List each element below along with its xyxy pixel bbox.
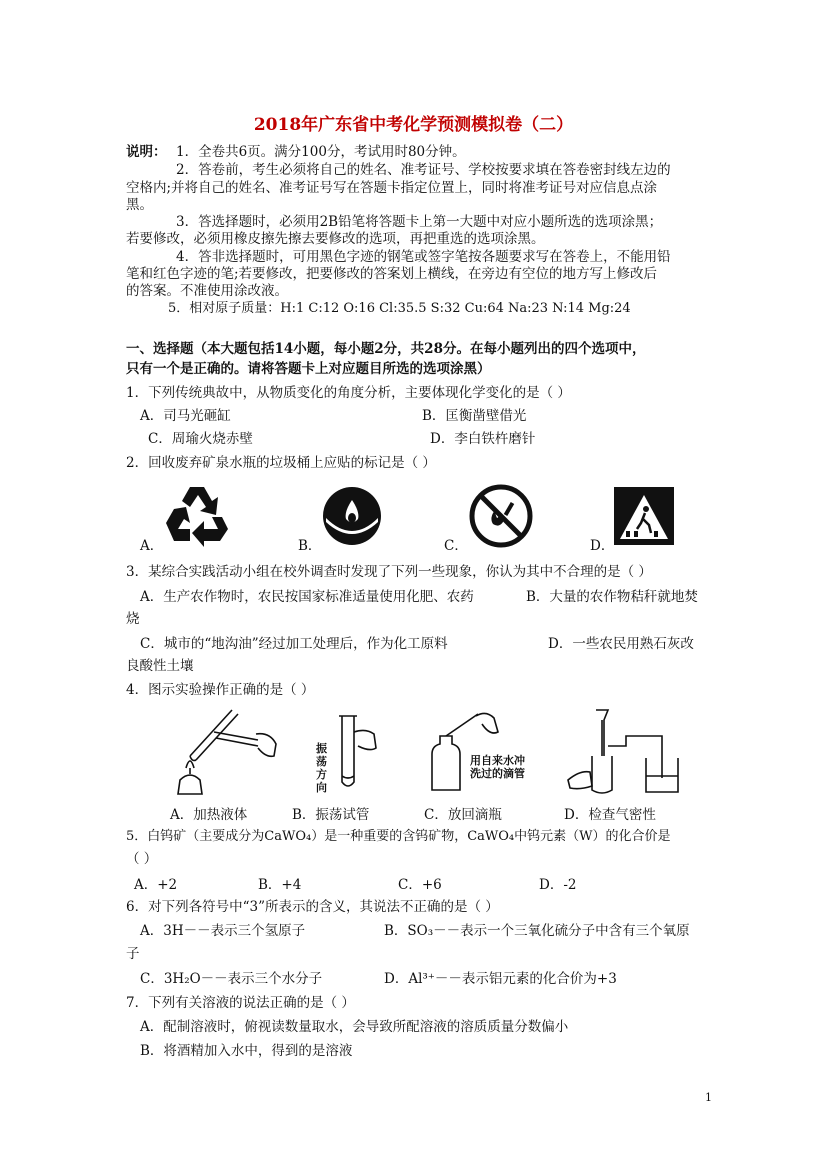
q1-option-c: C．周瑜火烧赤壁 bbox=[148, 431, 253, 447]
instruction-line: 1．全卷共6页。满分100分，考试用时80分钟。 bbox=[176, 144, 466, 160]
q3-option-b-cont: 烧 bbox=[126, 611, 140, 627]
q5-option-b: B．+4 bbox=[258, 877, 302, 893]
question-4-stem: 4．图示实验操作正确的是（ ） bbox=[126, 682, 315, 698]
q3-option-d-cont: 良酸性土壤 bbox=[126, 658, 194, 674]
question-5-stem: 5．白钨矿（主要成分为CaWO₄）是一种重要的含钨矿物，CaWO₄中钨元素（W）的化合价是 bbox=[126, 829, 671, 844]
exam-title: 2018年广东省中考化学预测模拟卷（二） bbox=[253, 115, 574, 135]
recycle-icon bbox=[160, 483, 232, 553]
q1-option-a: A．司马光砸缸 bbox=[140, 408, 231, 424]
q1-option-b: B．匡衡凿壁借光 bbox=[422, 408, 527, 424]
q4-option-b: B．振荡试管 bbox=[292, 807, 370, 823]
q1-option-d: D．李白铁杵磨针 bbox=[430, 431, 536, 447]
section-header: 一、选择题（本大题包括14小题，每小题2分，共28分。在每小题列出的四个选项中， bbox=[126, 341, 646, 357]
instruction-line: 黑。 bbox=[126, 197, 153, 213]
no-fire-icon bbox=[469, 484, 533, 552]
question-3-stem: 3．某综合实践活动小组在校外调查时发现了下列一些现象，你认为其中不合理的是（ ） bbox=[126, 564, 652, 580]
instruction-line: 的答案。不准使用涂改液。 bbox=[126, 283, 288, 299]
q5-option-c: C．+6 bbox=[398, 877, 442, 893]
instruction-line: 5．相对原子质量：H:1 C:12 O:16 Cl:35.5 S:32 Cu:64 Na:23 N:14 Mg:24 bbox=[168, 301, 631, 316]
question-1-stem: 1．下列传统典故中，从物质变化的角度分析，主要体现化学变化的是（ ） bbox=[126, 385, 571, 401]
question-7-stem: 7．下列有关溶液的说法正确的是（ ） bbox=[126, 995, 355, 1011]
q2-option-b: B． bbox=[298, 538, 322, 554]
shake-direction-label-1: 振 bbox=[316, 742, 327, 755]
instruction-line: 3．答选择题时，必须用2B铅笔将答题卡上第一大题中对应小题所选的选项涂黑； bbox=[176, 214, 663, 230]
section-header: 只有一个是正确的。请将答题卡上对应题目所选的选项涂黑） bbox=[126, 361, 491, 377]
page-number: 1 bbox=[705, 1091, 712, 1104]
shake-direction-label-4: 向 bbox=[316, 781, 327, 794]
q5-option-a: A．+2 bbox=[134, 877, 178, 893]
water-saving-icon bbox=[322, 486, 382, 550]
q3-option-a: A．生产农作物时，农民按国家标准适量使用化肥、农药 bbox=[140, 589, 474, 605]
q3-option-d: D．一些农民用熟石灰改 bbox=[548, 636, 694, 652]
q4-option-d: D．检查气密性 bbox=[564, 807, 656, 823]
q6-option-b: B．SO₃－－表示一个三氧化硫分子中含有三个氧原 bbox=[384, 923, 690, 939]
instructions-label: 说明： bbox=[126, 144, 167, 160]
instruction-line: 若要修改，必须用橡皮擦先擦去要修改的选项，再把重选的选项涂黑。 bbox=[126, 231, 545, 247]
q2-option-a: A． bbox=[140, 538, 164, 554]
q2-option-d: D． bbox=[590, 538, 615, 554]
dropper-note-2: 洗过的滴管 bbox=[470, 767, 525, 780]
airtightness-figure bbox=[562, 706, 682, 802]
question-6-stem: 6．对下列各符号中“3”所表示的含义，其说法不正确的是（ ） bbox=[126, 899, 499, 915]
question-5-stem-cont: （ ） bbox=[126, 851, 158, 867]
instruction-line: 2．答卷前，考生必须将自己的姓名、准考证号、学校按要求填在答卷密封线左边的 bbox=[176, 162, 671, 178]
q6-option-b-cont: 子 bbox=[126, 946, 140, 962]
heating-liquid-figure bbox=[170, 704, 280, 800]
shake-direction-label-3: 方 bbox=[316, 768, 327, 781]
q6-option-c: C．3H₂O－－表示三个水分子 bbox=[140, 971, 323, 987]
question-2-stem: 2．回收废弃矿泉水瓶的垃圾桶上应贴的标记是（ ） bbox=[126, 455, 436, 471]
instruction-line: 空格内;并将自己的姓名、准考证号写在答题卡指定位置上，同时将准考证号对应信息点涂 bbox=[126, 180, 658, 196]
q3-option-b: B．大量的农作物秸秆就地焚 bbox=[526, 589, 698, 605]
q5-option-d: D．-2 bbox=[539, 877, 577, 893]
q4-option-c: C．放回滴瓶 bbox=[424, 807, 502, 823]
q6-option-d: D．Al³⁺－－表示铝元素的化合价为+3 bbox=[384, 971, 617, 987]
q7-option-a: A．配制溶液时，俯视读数量取水，会导致所配溶液的溶质质量分数偏小 bbox=[140, 1019, 569, 1035]
q2-option-c: C． bbox=[444, 538, 468, 554]
instruction-line: 4．答非选择题时，可用黑色字迹的钢笔或签字笔按各题要求写在答卷上，不能用铅 bbox=[176, 249, 671, 265]
pedestrian-crossing-icon bbox=[614, 487, 674, 549]
q7-option-b: B．将酒精加入水中，得到的是溶液 bbox=[140, 1043, 353, 1059]
q4-option-a: A．加热液体 bbox=[170, 807, 248, 823]
dropper-note-1: 用自来水冲 bbox=[470, 754, 525, 767]
instruction-line: 笔和红色字迹的笔;若要修改，把要修改的答案划上横线，在旁边有空位的地方写上修改后 bbox=[126, 266, 658, 282]
q3-option-c: C．城市的“地沟油”经过加工处理后，作为化工原料 bbox=[140, 636, 448, 652]
shake-direction-label-2: 荡 bbox=[316, 755, 327, 768]
q6-option-a: A．3H－－表示三个氢原子 bbox=[140, 923, 306, 939]
